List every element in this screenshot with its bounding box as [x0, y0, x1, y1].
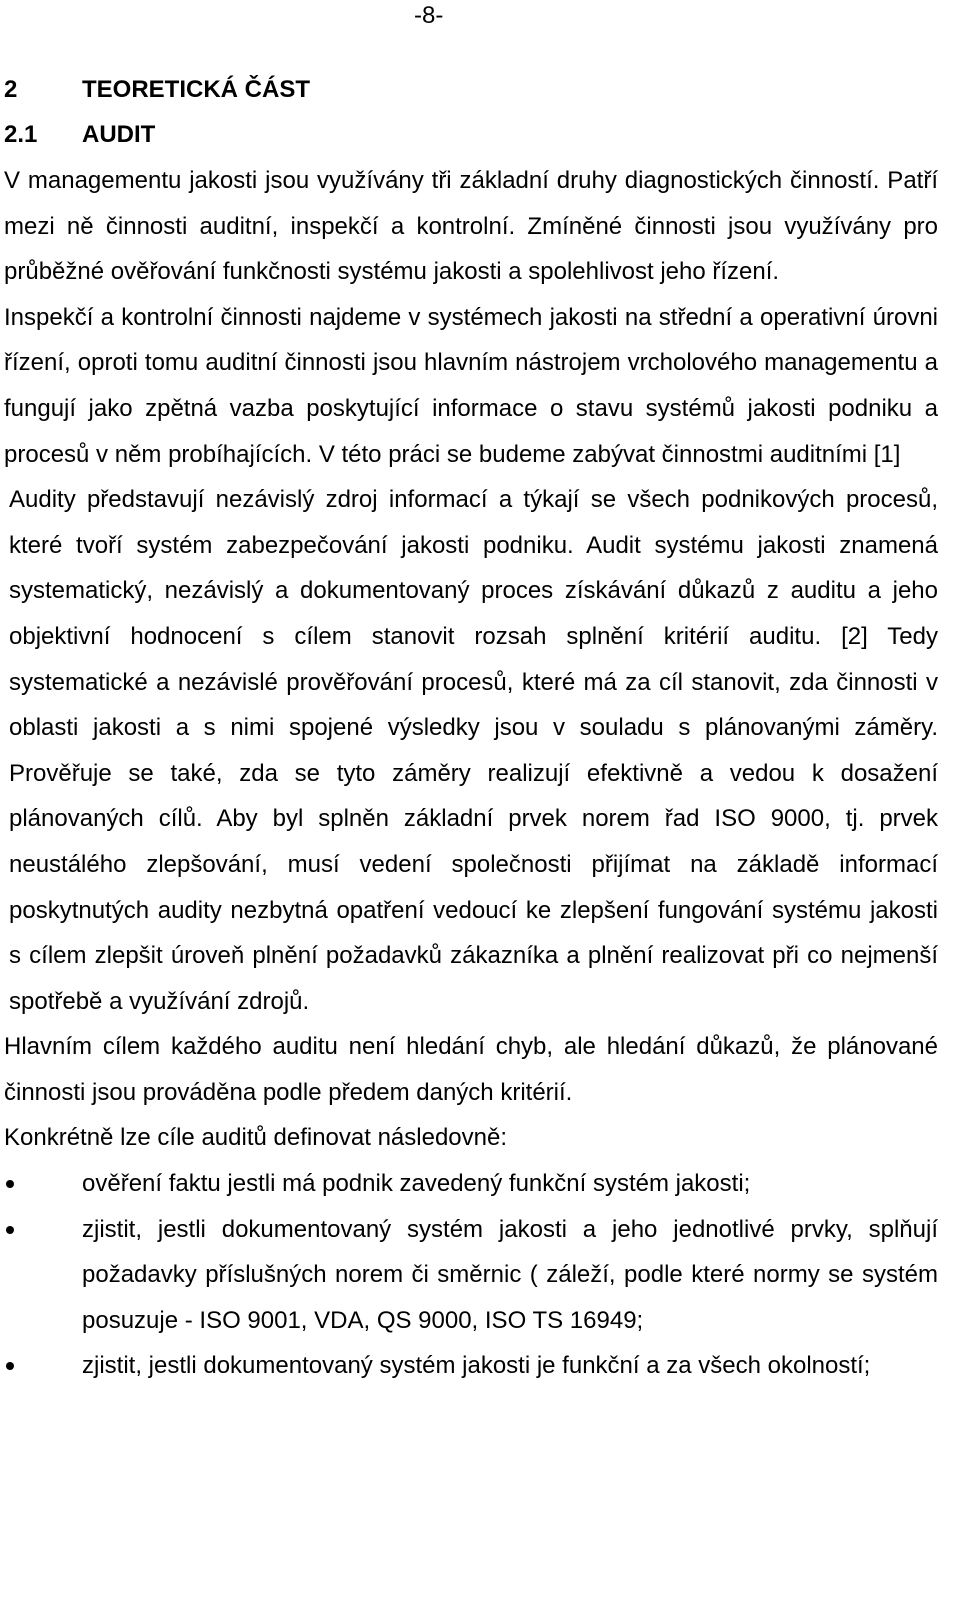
chapter-number: 2	[4, 76, 18, 103]
list-item	[4, 1343, 938, 1389]
chapter-title: TEORETICKÁ ČÁST	[82, 76, 310, 103]
page-number: -8-	[414, 2, 444, 29]
body-text	[4, 158, 938, 1389]
paragraph-main-goal: Hlavním cílem každého auditu není hledání chyb, ale hledání důkazů, že plánované činnosti jsou prováděna podle předem daných kritérií.	[4, 1033, 938, 1106]
list-item-text: zjistit, jestli dokumentovaný systém jakosti a jeho jednotlivé prvky, splňují požadavky příslušných norem či směrnic ( záleží, podle které normy se systém posuzuje - ISO 9001, VDA, QS 9000, ISO TS 16949;	[82, 1215, 938, 1334]
bullet-icon	[6, 1180, 14, 1188]
paragraph-inspection: Inspekčí a kontrolní činnosti najdeme v systémech jakosti na střední a operativní úrovni řízení, oproti tomu auditní činnosti jsou hlavním nástrojem vrcholového managementu a fungují jako zpětná vazba poskytující informace o stavu systémů jakosti podniku a procesů v něm probíhajících. V této práci se budeme zabývat činnostmi auditními [1]	[4, 303, 938, 468]
audit-goals-list	[4, 1161, 938, 1389]
paragraph-goals-intro: Konkrétně lze cíle auditů definovat následovně:	[4, 1124, 508, 1152]
bullet-icon	[6, 1226, 14, 1234]
list-item	[4, 1207, 938, 1344]
list-item-text: ověření faktu jestli má podnik zavedený funkční systém jakosti;	[82, 1170, 751, 1198]
bullet-icon	[6, 1362, 14, 1370]
section-heading	[4, 121, 155, 149]
section-title: AUDIT	[82, 121, 156, 148]
list-item-text: zjistit, jestli dokumentovaný systém jakosti je funkční a za všech okolností;	[82, 1352, 871, 1380]
list-item	[4, 1161, 938, 1207]
paragraph-intro: V managementu jakosti jsou využívány tři základní druhy diagnostických činností. Patří mezi ně činnosti auditní, inspekčí a kontrolní. Zmíněné činnosti jsou využívány pro průběžné ověřování funkčnosti systému jakosti a spolehlivost jeho řízení.	[4, 167, 938, 286]
section-number: 2.1	[4, 121, 38, 148]
chapter-heading	[4, 76, 310, 104]
paragraph-audits: Audity představují nezávislý zdroj informací a týkají se všech podnikových procesů, které tvoří systém zabezpečování jakosti podniku. Audit systému jakosti znamená systematický, nezávislý a dokumentovaný proces získávání důkazů z auditu a jeho objektivní hodnocení s cílem stanovit rozsah splnění kritérií auditu. [2] Tedy systematické a nezávislé prověřování procesů, které má za cíl stanovit, zda činnosti v oblasti jakosti a s nimi spojené výsledky jsou v souladu s plánovanými záměry. Prověřuje se také, zda se tyto záměry realizují efektivně a vedou k dosažení plánovaných cílů. Aby byl splněn základní prvek norem řad ISO 9000, tj. prvek neustálého zlepšování, musí vedení společnosti přijímat na základě informací poskytnutých audity nezbytná opatření vedoucí ke zlepšení fungování systému jakosti s cílem zlepšit úroveň plnění požadavků zákazníka a plnění realizovat při co nejmenší spotřebě a využívání zdrojů.	[9, 486, 938, 1015]
